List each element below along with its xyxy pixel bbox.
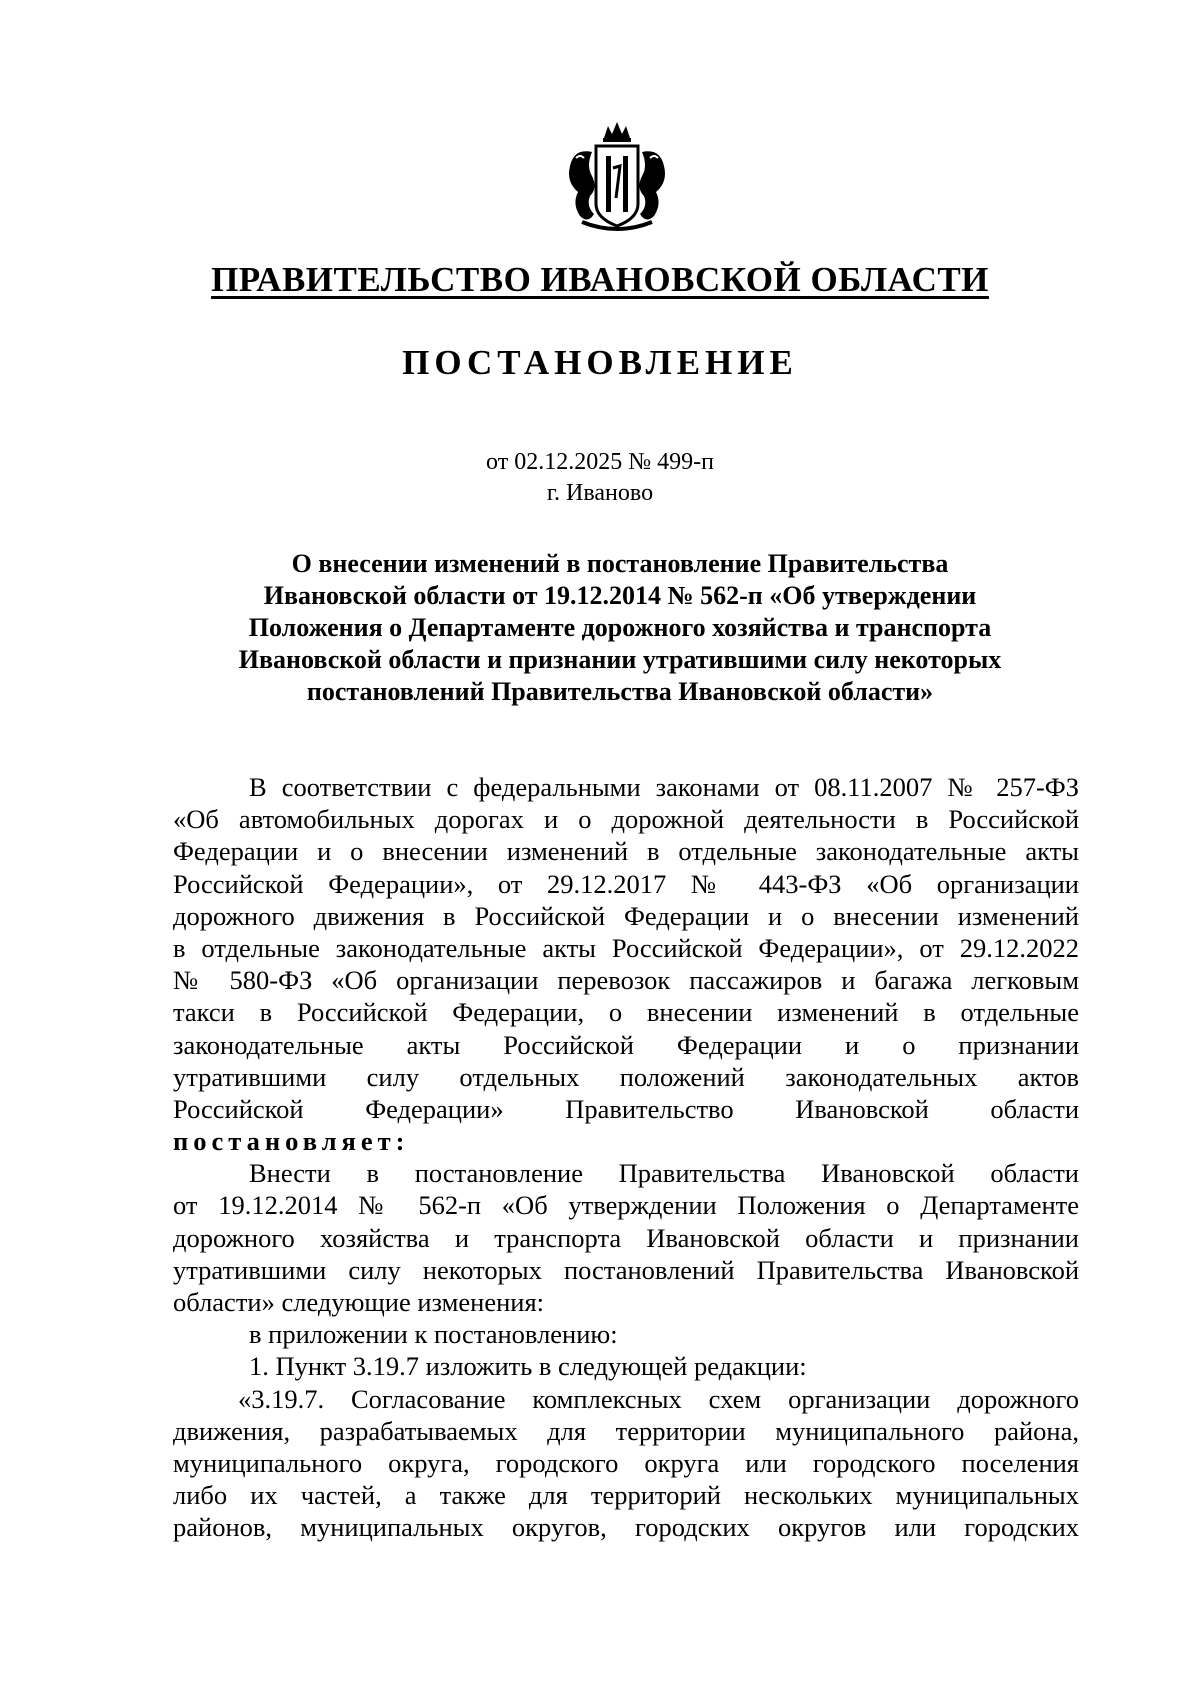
title-line: Положения о Департаменте дорожного хозяйства и транспорта xyxy=(248,613,992,642)
organization-name xyxy=(0,260,1200,300)
body-line: Российской Федерации» Правительство Ивановской области xyxy=(173,1093,1079,1124)
body-line: районов, муниципальных округов, городских округов или городских xyxy=(173,1512,1079,1543)
body-line: движения, разрабатываемых для территории муниципального района, xyxy=(173,1415,1079,1446)
coat-of-arms-icon xyxy=(556,118,678,238)
body-line: в отдельные законодательные акты Российской Федерации», от 29.12.2022 xyxy=(173,932,1079,963)
document-type: ПОСТАНОВЛЕНИЕ xyxy=(402,343,798,382)
title-line: О внесении изменений в постановление Правительства xyxy=(291,549,949,578)
body-line: 1. Пункт 3.19.7 изложить в следующей редакции: xyxy=(249,1351,807,1382)
body-line: «Об автомобильных дорогах и о дорожной деятельности в Российской xyxy=(173,804,1079,835)
body-line: муниципального округа, городского округа или городского поселения xyxy=(173,1447,1079,1478)
title-line: постановлений Правительства Ивановской области» xyxy=(306,677,934,706)
decree-word: постановляет: xyxy=(173,1126,410,1157)
organization-name-text: ПРАВИТЕЛЬСТВО ИВАНОВСКОЙ ОБЛАСТИ xyxy=(211,260,989,299)
body-line: Федерации и о внесении изменений в отдельные законодательные акты xyxy=(173,836,1079,867)
body-line: «3.19.7. Согласование комплексных схем организации дорожного xyxy=(238,1383,1079,1414)
document-city: г. Иваново xyxy=(546,480,654,506)
body-line: № 580-ФЗ «Об организации перевозок пассажиров и багажа легковым xyxy=(173,965,1079,996)
body-line: утратившими силу некоторых постановлений Правительства Ивановской xyxy=(173,1254,1079,1285)
body-line: либо их частей, а также для территорий нескольких муниципальных xyxy=(173,1480,1079,1511)
body-line: в приложении к постановлению: xyxy=(249,1319,618,1350)
title-line: Ивановской области от 19.12.2014 № 562-п «Об утверждении xyxy=(263,581,977,610)
body-line: В соответствии с федеральными законами от 08.11.2007 № 257-ФЗ xyxy=(249,772,1079,802)
body-line: дорожного хозяйства и транспорта Ивановской области и признании xyxy=(173,1222,1079,1253)
document-date-number: от 02.12.2025 № 499-п xyxy=(486,449,714,475)
body-line: области» следующие изменения: xyxy=(173,1287,545,1317)
body-line: Внести в постановление Правительства Ивановской области xyxy=(249,1158,1079,1189)
body-line: такси в Российской Федерации, о внесении изменений в отдельные xyxy=(173,997,1079,1028)
body-line: законодательные акты Российской Федерации и о признании xyxy=(173,1029,1079,1060)
title-line: Ивановской области и признании утратившими силу некоторых xyxy=(238,645,1002,674)
body-line: дорожного движения в Российской Федерации и о внесении изменений xyxy=(173,900,1079,931)
body-line: от 19.12.2014 № 562-п «Об утверждении Положения о Департаменте xyxy=(173,1190,1079,1221)
body-line: утратившими силу отдельных положений законодательных актов xyxy=(173,1061,1079,1092)
document-body xyxy=(173,771,1079,1544)
body-line: Российской Федерации», от 29.12.2017 № 443-ФЗ «Об организации xyxy=(173,868,1079,899)
document-title xyxy=(170,548,1070,708)
